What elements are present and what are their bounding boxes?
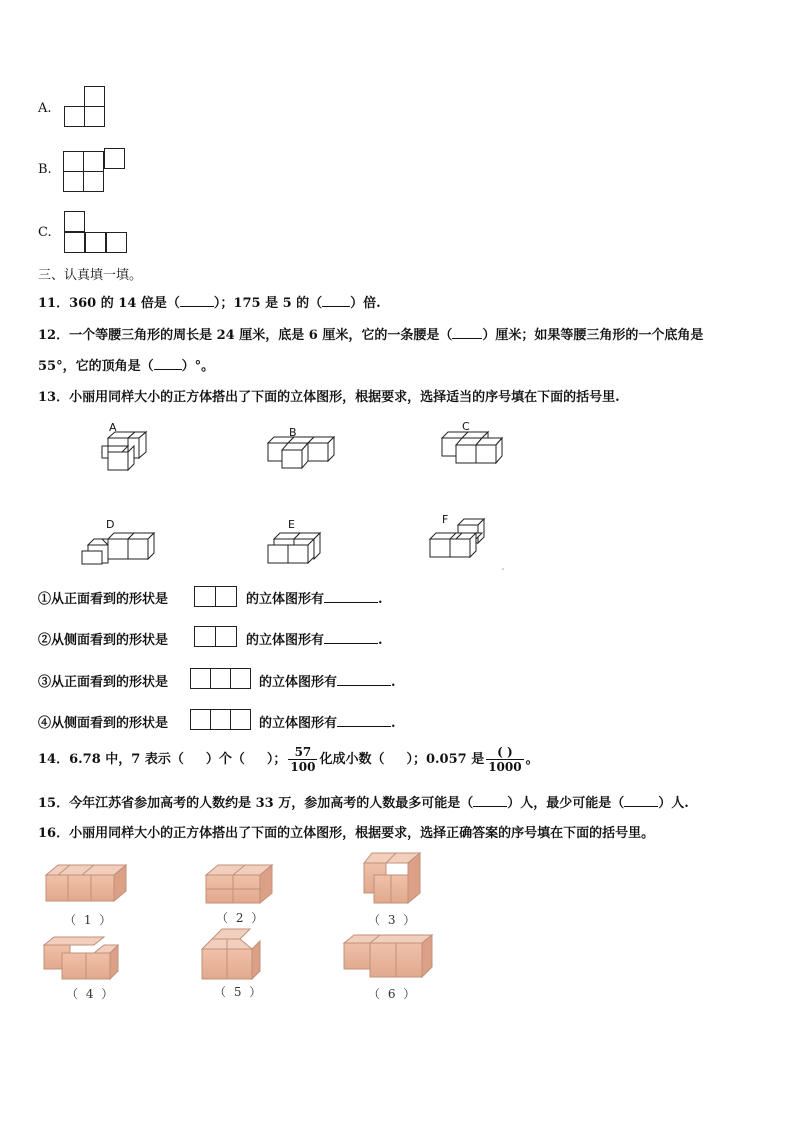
question-14: 14．6.78 中，7 表示（ ）个（ ）； $\frac{57}{100}$ 化成小数（ ）；0.057 是 $\frac{( )}{1000}$ 。 [38, 745, 539, 774]
answer-blank[interactable] [154, 369, 182, 370]
q13-item-3: ③从正面看到的形状是 [38, 675, 169, 690]
question-12-cont: 55°，它的顶角是（ ）°。 [38, 359, 215, 374]
picture-caption-6: （ 6 ） [368, 987, 418, 1001]
q13-item-4-tail: 的立体图形有 . [259, 716, 396, 731]
figure-label-b: B [289, 426, 297, 439]
question-12: 12．一个等腰三角形的周长是 24 厘米，底是 6 厘米，它的一条腰是（ ）厘米；如果等腰三角形的一个底角是 [38, 328, 704, 343]
fraction-57-100: $\frac{57}{100}$ [290, 745, 316, 774]
picture-1 [46, 865, 126, 901]
section-title: 三、认真填一填。 [38, 268, 143, 283]
figure-d [82, 533, 154, 564]
answer-blank[interactable] [452, 338, 482, 339]
figure-label-d: D [106, 518, 115, 531]
picture-3 [364, 853, 420, 903]
question-11: 11．360 的 14 倍是（ ）；175 是 5 的（ ）倍. [38, 296, 381, 311]
q13-item-2: ②从侧面看到的形状是 [38, 633, 169, 648]
answer-blank[interactable] [324, 643, 378, 644]
answer-blank[interactable] [324, 602, 378, 603]
q13-item-1-tail: 的立体图形有 . [246, 592, 383, 607]
figure-b [268, 437, 334, 468]
figure-a [102, 432, 146, 470]
answer-blank[interactable] [337, 726, 391, 727]
figure-label-f: F [442, 513, 449, 526]
answer-blank[interactable] [624, 806, 658, 807]
option-a-label: A. [38, 101, 52, 116]
figure-f [430, 519, 484, 557]
question-13: 13．小丽用同样大小的正方体搭出了下面的立体图形，根据要求，选择适当的序号填在下面的括号里. [38, 390, 620, 405]
q13-cube-figures [0, 410, 560, 575]
answer-blank[interactable] [473, 806, 507, 807]
q13-item-3-tail: 的立体图形有 . [259, 675, 396, 690]
picture-4 [44, 937, 118, 979]
picture-2 [206, 865, 272, 903]
figure-label-e: E [288, 518, 295, 531]
q13-item-1: ①从正面看到的形状是 [38, 592, 169, 607]
option-b-label: B. [38, 162, 52, 177]
figure-e [268, 533, 320, 563]
picture-5 [202, 929, 260, 979]
figure-label-a: A [109, 421, 117, 434]
question-16: 16．小丽用同样大小的正方体搭出了下面的立体图形，根据要求，选择正确答案的序号填在下面的括号里。 [38, 826, 655, 841]
figure-c [442, 432, 502, 463]
fraction-blank-1000: $\frac{( )}{1000}$ [488, 745, 522, 774]
option-c-label: C. [38, 225, 52, 240]
picture-caption-4: （ 4 ） [66, 987, 116, 1001]
picture-caption-1: （ 1 ） [64, 913, 114, 927]
picture-6 [344, 935, 432, 977]
answer-blank[interactable] [337, 685, 391, 686]
answer-blank[interactable] [180, 306, 214, 307]
q13-item-2-tail: 的立体图形有 . [246, 633, 383, 648]
question-15: 15．今年江苏省参加高考的人数约是 33 万，参加高考的人数最多可能是（ ）人，最少可能是（ ）人. [38, 796, 689, 811]
picture-caption-3: （ 3 ） [368, 913, 418, 927]
figure-label-c: C [462, 420, 470, 433]
q13-item-4: ④从侧面看到的形状是 [38, 716, 169, 731]
answer-blank[interactable] [322, 306, 350, 307]
picture-caption-5: （ 5 ） [214, 985, 264, 999]
picture-caption-2: （ 2 ） [216, 911, 266, 925]
